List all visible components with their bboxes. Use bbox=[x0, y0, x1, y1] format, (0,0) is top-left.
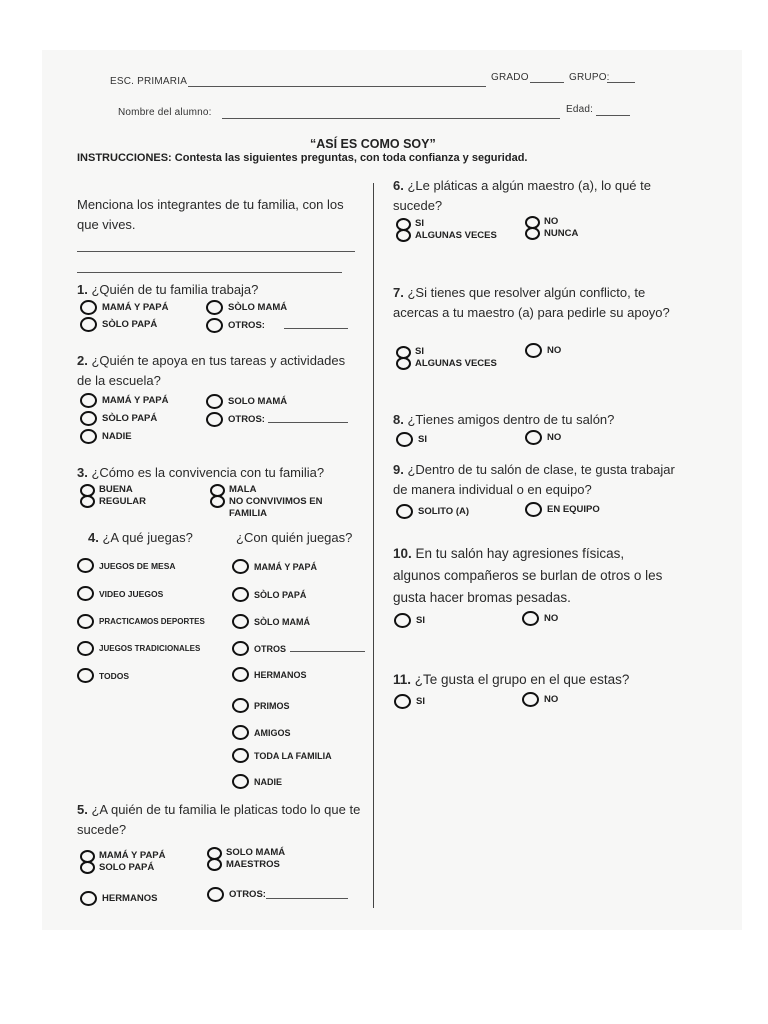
q2-option-5[interactable] bbox=[80, 429, 132, 444]
q4b-option-1[interactable] bbox=[232, 559, 317, 574]
instructions-text: Contesta las siguientes preguntas, con toda confianza y seguridad. bbox=[174, 152, 528, 164]
q5-options-parents[interactable] bbox=[80, 850, 166, 874]
q3-options-bad-none[interactable] bbox=[210, 484, 339, 520]
q4b-option-9[interactable] bbox=[232, 774, 282, 789]
radio-circle-icon bbox=[77, 668, 94, 683]
q4-option-3[interactable] bbox=[77, 614, 205, 629]
question-4b: ¿Con quién juegas? bbox=[236, 530, 353, 545]
radio-circle-icon bbox=[80, 300, 97, 315]
question-11-number: 11. bbox=[393, 672, 412, 687]
radio-circle-icon bbox=[77, 641, 94, 656]
radio-circle-icon bbox=[206, 394, 223, 409]
group-field[interactable] bbox=[607, 82, 635, 83]
q4b-option-9-label: NADIE bbox=[254, 776, 283, 787]
grade-field[interactable] bbox=[530, 82, 564, 83]
radio-circle-icon bbox=[80, 393, 97, 408]
q3-options-good-regular[interactable] bbox=[80, 484, 146, 508]
q4b-option-2[interactable] bbox=[232, 587, 306, 602]
q5-option-6[interactable] bbox=[207, 887, 266, 902]
question-3 bbox=[77, 463, 324, 483]
question-4-number: 4. bbox=[88, 530, 99, 545]
radio-circle-icon bbox=[232, 774, 249, 789]
q4b-option-3-label: SÒLO MAMÁ bbox=[254, 616, 310, 627]
q4b-option-8[interactable] bbox=[232, 748, 332, 763]
radio-circle-icon bbox=[232, 748, 249, 763]
q4b-option-5[interactable] bbox=[232, 667, 307, 682]
q6-option-1-label: SI bbox=[415, 218, 424, 229]
radio-circle-icon bbox=[77, 586, 94, 601]
q4b-option-7-label: AMIGOS bbox=[254, 727, 291, 738]
radio-circle-icon bbox=[522, 611, 539, 626]
q8-option-1[interactable] bbox=[396, 432, 427, 447]
q5-options-mother-teachers[interactable] bbox=[207, 847, 285, 871]
q4b-option-3[interactable] bbox=[232, 614, 310, 629]
radio-circle-icon bbox=[232, 587, 249, 602]
question-3-number: 3. bbox=[77, 465, 88, 480]
question-5-text: ¿A quién de tu familia le platicas todo lo que te sucede? bbox=[77, 802, 361, 837]
radio-circle-icon bbox=[232, 698, 249, 713]
q3-option-3-label: MALA bbox=[229, 484, 257, 495]
q7-options-yes-sometimes[interactable] bbox=[396, 346, 497, 370]
q10-option-1-label: SI bbox=[416, 615, 425, 626]
double-radio-icon bbox=[80, 850, 94, 874]
radio-circle-icon bbox=[80, 429, 97, 444]
q2-option-1-label: MAMÁ Y PAPÁ bbox=[102, 395, 169, 406]
q4b-option-5-label: HERMANOS bbox=[254, 669, 307, 680]
radio-circle-icon bbox=[525, 502, 542, 517]
double-radio-icon bbox=[80, 484, 94, 508]
double-radio-icon bbox=[207, 847, 221, 871]
question-7 bbox=[393, 283, 675, 323]
radio-circle-icon bbox=[232, 614, 249, 629]
question-7-text: ¿Si tienes que resolver algún conflicto, te acercas a tu maestro (a) para pedirle su apoyo? bbox=[393, 285, 670, 320]
q4-option-2[interactable] bbox=[77, 586, 163, 601]
radio-circle-icon bbox=[232, 559, 249, 574]
question-5 bbox=[77, 800, 362, 840]
q9-option-1[interactable] bbox=[396, 504, 469, 519]
q6-options-no-never[interactable] bbox=[525, 216, 578, 240]
radio-circle-icon bbox=[394, 613, 411, 628]
radio-circle-icon bbox=[525, 430, 542, 445]
question-2 bbox=[77, 351, 359, 391]
q5-option-6-label: OTROS: bbox=[229, 889, 266, 900]
question-4-text: ¿A qué juegas? bbox=[102, 530, 193, 545]
radio-circle-icon bbox=[80, 411, 97, 426]
school-field[interactable] bbox=[188, 86, 486, 87]
q4b-other-field[interactable] bbox=[290, 651, 365, 652]
q5-option-5-label: HERMANOS bbox=[102, 893, 158, 904]
question-4 bbox=[88, 528, 193, 548]
q2-option-5-label: NADIE bbox=[102, 431, 132, 442]
q3-option-4-label: NO CONVIVIMOS EN FAMILIA bbox=[229, 496, 323, 519]
question-9-text: ¿Dentro de tu salón de clase, te gusta trabajar de manera individual o en equipo? bbox=[393, 462, 675, 497]
q4-option-5-label: TODOS bbox=[99, 670, 130, 681]
student-name-label: Nombre del alumno: bbox=[118, 107, 212, 118]
q1-other-field[interactable] bbox=[284, 328, 348, 329]
q10-option-2-label: NO bbox=[544, 613, 559, 624]
question-6-number: 6. bbox=[393, 178, 404, 193]
q10-option-1[interactable] bbox=[394, 613, 425, 628]
radio-circle-icon bbox=[396, 432, 413, 447]
q4-option-5[interactable] bbox=[77, 668, 129, 683]
double-radio-icon bbox=[396, 218, 410, 242]
q1-option-1[interactable] bbox=[80, 300, 169, 315]
q2-option-4[interactable] bbox=[206, 412, 265, 427]
radio-circle-icon bbox=[77, 614, 94, 629]
q2-option-2[interactable] bbox=[206, 394, 287, 409]
q7-option-3-label: ALGUNAS VECES bbox=[415, 358, 497, 369]
q8-option-2-label: NO bbox=[547, 432, 562, 443]
family-members-line-1[interactable] bbox=[77, 251, 355, 252]
q7-option-1-label: SI bbox=[415, 346, 424, 357]
q6-option-2-label: NO bbox=[544, 216, 559, 227]
radio-circle-icon bbox=[206, 318, 223, 333]
q4b-option-7[interactable] bbox=[232, 725, 291, 740]
q5-option-5[interactable] bbox=[80, 891, 157, 906]
question-6-text: ¿Le pláticas a algún maestro (a), lo qué te sucede? bbox=[393, 178, 651, 213]
radio-circle-icon bbox=[396, 504, 413, 519]
q9-option-2-label: EN EQUIPO bbox=[547, 504, 600, 515]
age-label: Edad: bbox=[566, 104, 594, 115]
q4b-option-6-label: PRIMOS bbox=[254, 700, 290, 711]
question-1-text: ¿Quién de tu familia trabaja? bbox=[91, 282, 259, 297]
family-members-line-2[interactable] bbox=[77, 272, 342, 273]
question-8-text: ¿Tienes amigos dentro de tu salón? bbox=[407, 412, 615, 427]
q1-option-2-label: SÒLO MAMÁ bbox=[228, 302, 288, 313]
q4b-option-4[interactable] bbox=[232, 641, 286, 656]
radio-circle-icon bbox=[77, 558, 94, 573]
q11-option-1[interactable] bbox=[394, 694, 425, 709]
question-1 bbox=[77, 280, 258, 300]
column-divider bbox=[373, 183, 374, 908]
q4b-option-1-label: MAMÁ Y PAPÁ bbox=[254, 561, 318, 572]
grade-label: GRADO bbox=[491, 72, 529, 83]
page-title: “ASÍ ES COMO SOY” bbox=[310, 137, 436, 151]
q1-option-3-label: SÒLO PAPÁ bbox=[102, 319, 158, 330]
q5-option-2-label: SOLO PAPÁ bbox=[99, 862, 155, 873]
q11-option-2-label: NO bbox=[544, 694, 559, 705]
q1-option-4-label: OTROS: bbox=[228, 320, 265, 331]
question-11-text: ¿Te gusta el grupo en el que estas? bbox=[414, 672, 630, 687]
radio-circle-icon bbox=[206, 300, 223, 315]
q11-option-1-label: SI bbox=[416, 696, 425, 707]
q1-option-4[interactable] bbox=[206, 318, 265, 333]
question-10 bbox=[393, 543, 675, 609]
radio-circle-icon bbox=[232, 641, 249, 656]
q9-option-2[interactable] bbox=[525, 502, 600, 517]
radio-circle-icon bbox=[232, 667, 249, 682]
q4-option-2-label: VIDEO JUEGOS bbox=[99, 588, 164, 599]
double-radio-icon bbox=[210, 484, 224, 508]
q2-option-1[interactable] bbox=[80, 393, 169, 408]
q4-option-1[interactable] bbox=[77, 558, 176, 573]
q4-option-4-label: JUEGOS TRADICIONALES bbox=[99, 644, 201, 653]
q11-option-2[interactable] bbox=[522, 692, 558, 707]
q5-option-4-label: MAESTROS bbox=[226, 859, 280, 870]
q6-option-3-label: ALGUNAS VECES bbox=[415, 230, 497, 241]
student-name-field[interactable] bbox=[222, 118, 560, 119]
q1-option-1-label: MAMÁ Y PAPÁ bbox=[102, 302, 169, 313]
q5-option-3-label: SOLO MAMÁ bbox=[226, 847, 286, 858]
question-8 bbox=[393, 410, 614, 430]
q4b-option-2-label: SÒLO PAPÁ bbox=[254, 589, 307, 600]
radio-circle-icon bbox=[394, 694, 411, 709]
double-radio-icon bbox=[396, 346, 410, 370]
question-6 bbox=[393, 176, 675, 216]
question-9-number: 9. bbox=[393, 462, 404, 477]
q2-option-3[interactable] bbox=[80, 411, 157, 426]
q3-option-1-label: BUENA bbox=[99, 484, 133, 495]
q4b-option-4-label: OTROS bbox=[254, 643, 287, 654]
q4b-option-8-label: TODA LA FAMILIA bbox=[254, 750, 332, 761]
q8-option-1-label: SI bbox=[418, 434, 427, 445]
question-10-number: 10. bbox=[393, 546, 412, 561]
instructions bbox=[77, 152, 527, 164]
q3-option-2-label: REGULAR bbox=[99, 496, 146, 507]
q2-other-field[interactable] bbox=[268, 422, 348, 423]
q6-option-4-label: NUNCA bbox=[544, 228, 579, 239]
radio-circle-icon bbox=[206, 412, 223, 427]
q9-option-1-label: SOLITO (A) bbox=[418, 506, 470, 517]
double-radio-icon bbox=[525, 216, 539, 240]
question-9 bbox=[393, 460, 675, 500]
question-2-text: ¿Quién te apoya en tus tareas y actividades de la escuela? bbox=[77, 353, 346, 388]
question-10-text: En tu salón hay agresiones físicas, algunos compañeros se burlan de otros o les gusta hacer bromas pesadas. bbox=[393, 546, 663, 605]
radio-circle-icon bbox=[232, 725, 249, 740]
group-label: GRUPO: bbox=[569, 72, 610, 83]
q10-option-2[interactable] bbox=[522, 611, 558, 626]
q2-option-3-label: SÒLO PAPÁ bbox=[102, 413, 158, 424]
question-7-number: 7. bbox=[393, 285, 404, 300]
q7-option-2-label: NO bbox=[547, 345, 562, 356]
q4-option-4[interactable] bbox=[77, 641, 200, 656]
instructions-label: INSTRUCCIONES: bbox=[77, 152, 172, 164]
school-label: ESC. PRIMARIA bbox=[110, 76, 188, 87]
radio-circle-icon bbox=[207, 887, 224, 902]
q6-options-yes-sometimes[interactable] bbox=[396, 218, 497, 242]
q7-option-2[interactable] bbox=[525, 343, 561, 358]
question-8-number: 8. bbox=[393, 412, 404, 427]
q4-option-1-label: JUEGOS DE MESA bbox=[99, 560, 176, 571]
question-3-text: ¿Cómo es la convivencia con tu familia? bbox=[91, 465, 325, 480]
question-2-number: 2. bbox=[77, 353, 88, 368]
question-1-number: 1. bbox=[77, 282, 88, 297]
radio-circle-icon bbox=[80, 317, 97, 332]
q1-option-2[interactable] bbox=[206, 300, 287, 315]
radio-circle-icon bbox=[522, 692, 539, 707]
q4-option-3-label: PRACTICAMOS DEPORTES bbox=[99, 617, 205, 626]
family-members-prompt: Menciona los integrantes de tu familia, con los que vives. bbox=[77, 197, 344, 232]
q8-option-2[interactable] bbox=[525, 430, 561, 445]
question-11 bbox=[393, 670, 629, 690]
q5-option-1-label: MAMÁ Y PAPÁ bbox=[99, 850, 166, 861]
age-field[interactable] bbox=[596, 115, 630, 116]
q2-option-2-label: SOLO MAMÁ bbox=[228, 396, 288, 407]
q5-other-field[interactable] bbox=[266, 898, 348, 899]
radio-circle-icon bbox=[525, 343, 542, 358]
q2-option-4-label: OTROS: bbox=[228, 414, 265, 425]
radio-circle-icon bbox=[80, 891, 97, 906]
q4b-option-6[interactable] bbox=[232, 698, 290, 713]
q1-option-3[interactable] bbox=[80, 317, 157, 332]
question-5-number: 5. bbox=[77, 802, 88, 817]
